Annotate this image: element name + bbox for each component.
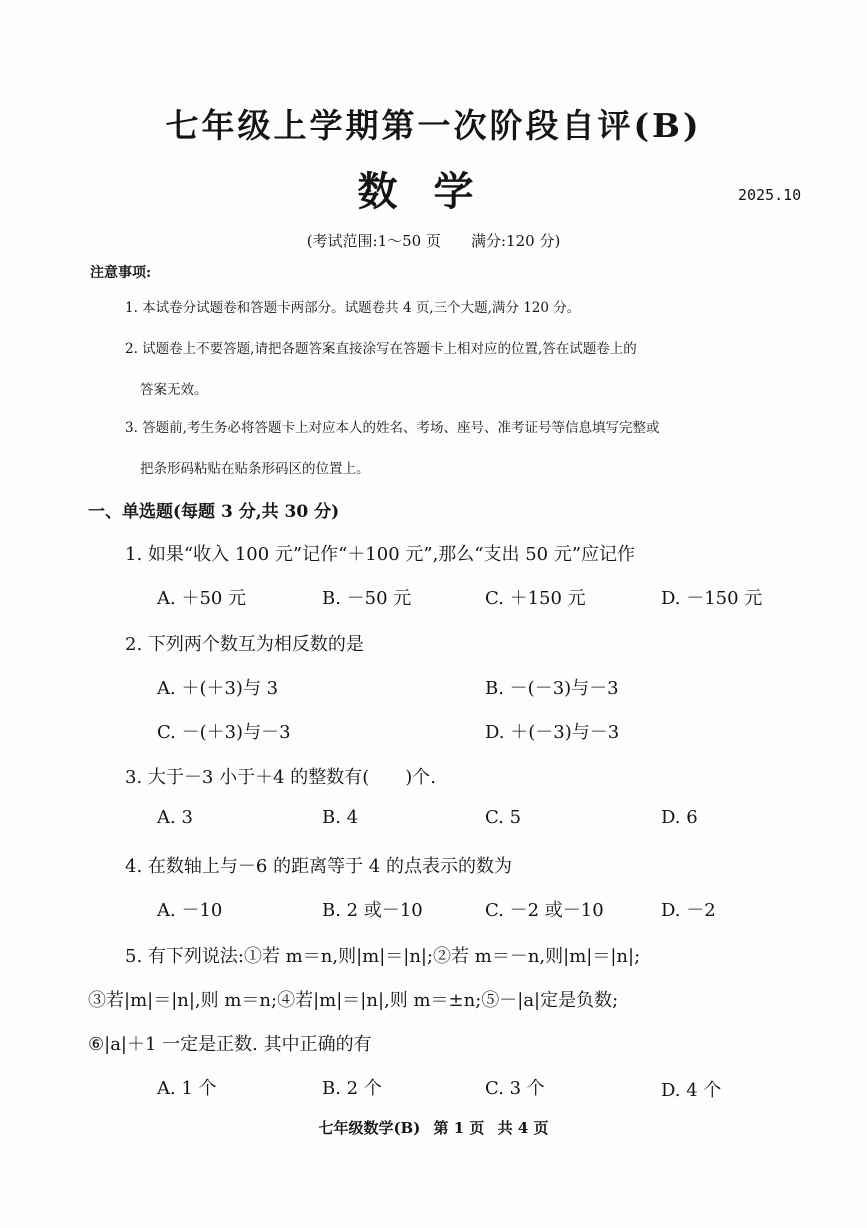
option-b: B. －50 元 xyxy=(322,588,412,609)
notice-item: 2. 试题卷上不要答题,请把各题答案直接涂写在答题卡上相对应的位置,答在试题卷上的 xyxy=(125,341,637,357)
question-stem: 3. 大于－3 小于＋4 的整数有( )个. xyxy=(125,767,437,788)
option-b: B. 2 或－10 xyxy=(322,900,423,921)
option-a: A. ＋50 元 xyxy=(157,588,247,609)
notice-item: 3. 答题前,考生务必将答题卡上对应本人的姓名、考场、座号、准考证号等信息填写完整或 xyxy=(125,420,660,436)
option-c: C. ＋150 元 xyxy=(485,588,586,609)
exam-date: 2025.10 xyxy=(738,186,802,204)
option-d: D. 4 个 xyxy=(661,1080,722,1101)
question-stem-line: ⑥|a|＋1 一定是正数. 其中正确的有 xyxy=(88,1034,372,1055)
question-stem: 1. 如果“收入 100 元”记作“＋100 元”,那么“支出 50 元”应记作 xyxy=(125,544,636,565)
option-a: A. 3 xyxy=(157,807,193,828)
option-d: D. ＋(－3)与－3 xyxy=(485,722,620,743)
subject-title: 数学 xyxy=(357,168,510,215)
notice-item: 1. 本试卷分试题卷和答题卡两部分。试题卷共 4 页,三个大题,满分 120 分。 xyxy=(125,300,581,316)
question-stem: 2. 下列两个数互为相反数的是 xyxy=(125,634,364,655)
option-a: A. ＋(＋3)与 3 xyxy=(157,678,279,699)
option-c: C. －2 或－10 xyxy=(485,900,604,921)
exam-scope: (考试范围:1～50 页 满分:120 分) xyxy=(306,232,561,250)
exam-title: 七年级上学期第一次阶段自评(B) xyxy=(165,106,702,145)
option-b: B. 2 个 xyxy=(322,1078,382,1099)
option-d: D. －150 元 xyxy=(661,588,763,609)
question-stem-line: 5. 有下列说法:①若 m＝n,则|m|＝|n|;②若 m＝－n,则|m|＝|n|; xyxy=(125,946,641,967)
option-d: D. －2 xyxy=(661,900,716,921)
footer-page-number: 第 1 页 xyxy=(433,1119,485,1137)
question-stem: 4. 在数轴上与－6 的距离等于 4 的点表示的数为 xyxy=(125,856,512,877)
page-footer xyxy=(0,1117,867,1138)
option-a: A. －10 xyxy=(157,900,223,921)
option-c: C. －(＋3)与－3 xyxy=(157,722,291,743)
section-title: 一、单选题(每题 3 分,共 30 分) xyxy=(88,502,340,522)
notice-item: 把条形码粘贴在贴条形码区的位置上。 xyxy=(140,461,370,477)
option-a: A. 1 个 xyxy=(157,1078,217,1099)
notice-heading: 注意事项: xyxy=(90,265,152,281)
option-c: C. 3 个 xyxy=(485,1078,545,1099)
option-d: D. 6 xyxy=(661,807,698,828)
option-c: C. 5 xyxy=(485,807,522,828)
option-b: B. 4 xyxy=(322,807,359,828)
footer-course: 七年级数学(B) xyxy=(318,1119,421,1137)
option-b: B. －(－3)与－3 xyxy=(485,678,619,699)
footer-total-pages: 共 4 页 xyxy=(497,1119,549,1137)
question-stem-line: ③若|m|＝|n|,则 m＝n;④若|m|＝|n|,则 m＝±n;⑤－|a|定是负数; xyxy=(88,990,619,1011)
notice-item: 答案无效。 xyxy=(140,382,208,398)
